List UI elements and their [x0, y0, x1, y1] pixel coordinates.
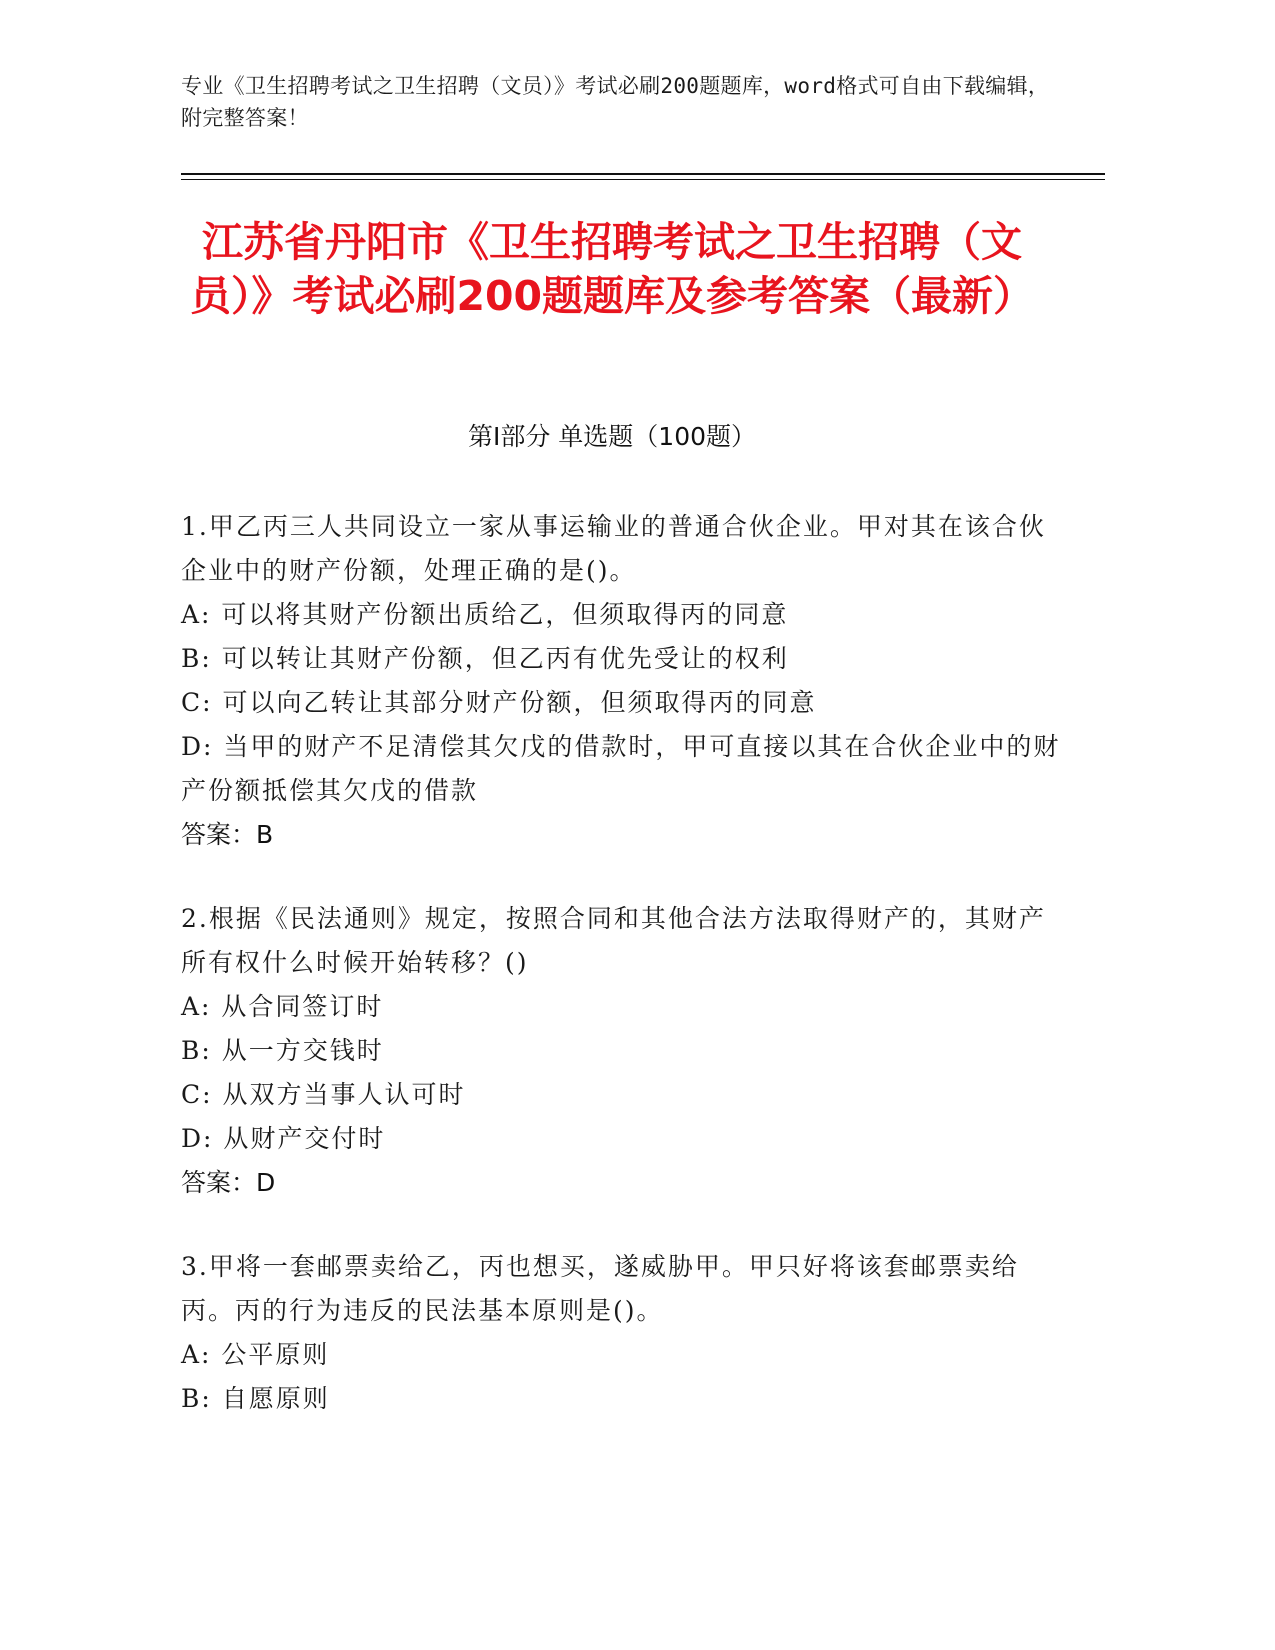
question-stem: 3.甲将一套邮票卖给乙，丙也想买，遂威胁甲。甲只好将该套邮票卖给丙。丙的行为违反的民法基本原则是()。: [181, 1252, 1019, 1325]
document-title: 江苏省丹阳市《卫生招聘考试之卫生招聘（文员）》考试必刷200题题库及参考答案（最新）: [189, 218, 1035, 320]
option-b: B: 可以转让其财产份额，但乙丙有优先受让的权利: [181, 644, 789, 673]
answer-line: 答案：B: [181, 820, 274, 849]
option-c: C: 可以向乙转让其部分财产份额，但须取得丙的同意: [181, 688, 817, 717]
question-3: [181, 1245, 1061, 1421]
option-a: A: 从合同签订时: [181, 992, 384, 1021]
question-1: [181, 505, 1061, 857]
option-c: C: 从双方当事人认可时: [181, 1080, 466, 1109]
header-note: 专业《卫生招聘考试之卫生招聘（文员）》考试必刷200题题库，word格式可自由下载编辑，附完整答案！: [181, 74, 1050, 130]
option-d: D: 从财产交付时: [181, 1124, 386, 1153]
option-b: B: 自愿原则: [181, 1384, 330, 1413]
option-a: A: 公平原则: [181, 1340, 330, 1369]
question-stem: 2.根据《民法通则》规定，按照合同和其他合法方法取得财产的，其财产所有权什么时候开始转移？(): [181, 904, 1046, 977]
header-divider-thick: [181, 173, 1105, 175]
option-d: D: 当甲的财产不足清偿其欠戊的借款时，甲可直接以其在合伙企业中的财产份额抵偿其欠戊的借款: [181, 732, 1061, 805]
answer-line: 答案：D: [181, 1168, 276, 1197]
header-divider-thin: [181, 179, 1105, 180]
question-stem: 1.甲乙丙三人共同设立一家从事运输业的普通合伙企业。甲对其在该合伙企业中的财产份额，处理正确的是()。: [181, 512, 1046, 585]
option-a: A: 可以将其财产份额出质给乙，但须取得丙的同意: [181, 600, 789, 629]
option-b: B: 从一方交钱时: [181, 1036, 384, 1065]
question-list: [181, 505, 1061, 1461]
question-2: [181, 897, 1061, 1205]
section-heading: 第Ⅰ部分 单选题（100题）: [467, 422, 757, 451]
